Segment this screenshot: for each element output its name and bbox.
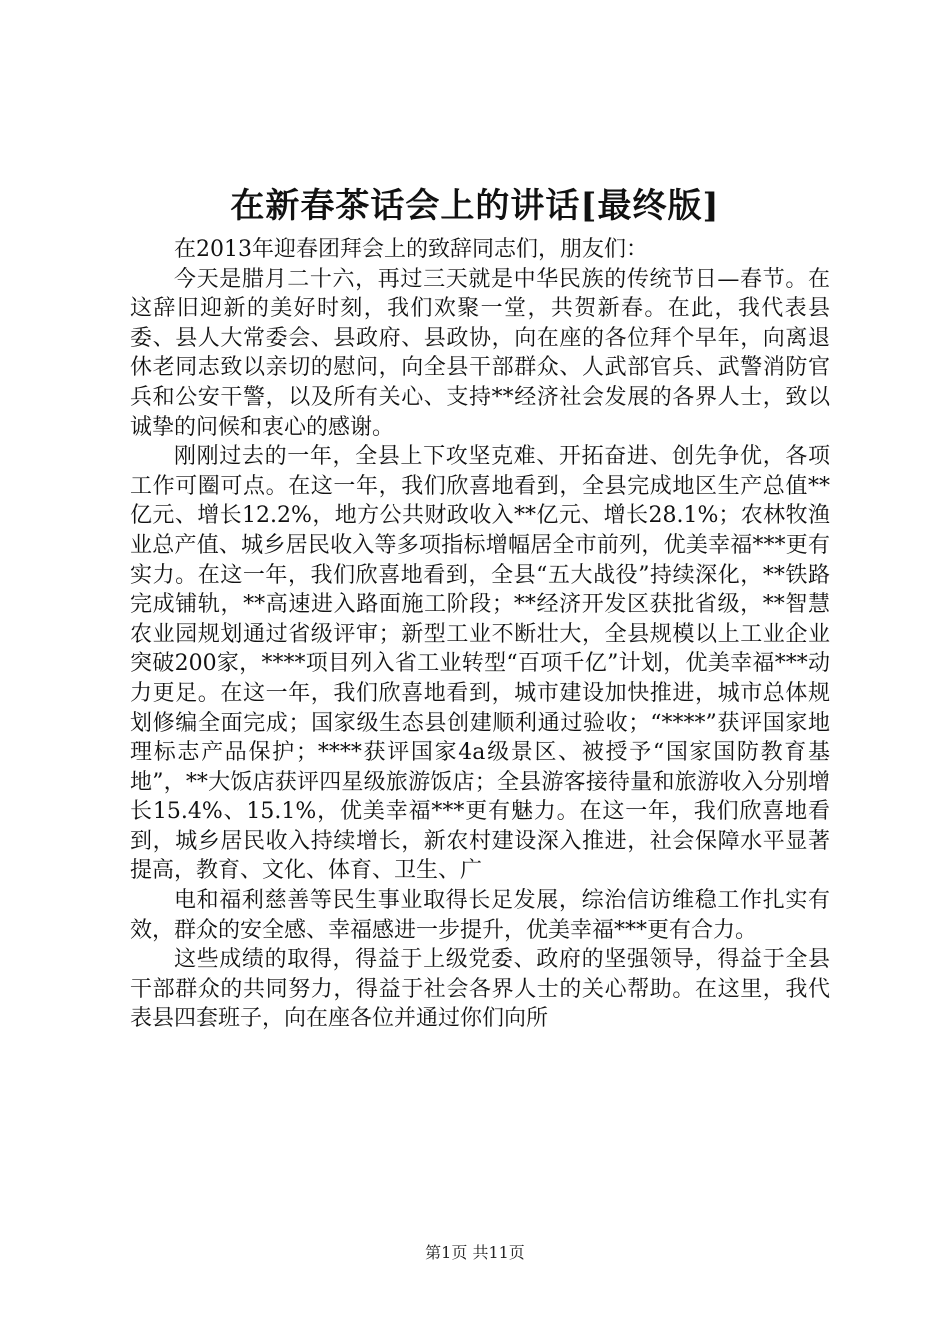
page-number: 第1页 共11页 <box>425 1243 525 1262</box>
paragraph-opening: 今天是腊月二十六，再过三天就是中华民族的传统节日—春节。在这辞旧迎新的美好时刻，我们欢聚一堂，共贺新春。在此，我代表县委、县人大常委会、县政府、县政协，向在座的各位拜个早年，向离退休老同志致以亲切的慰问，向全县干部群众、人武部官兵、武警消防官兵和公安干警，以及所有关心、支持**经济社会发展的各界人士，致以诚挚的问候和衷心的感谢。 <box>130 266 830 440</box>
document-body <box>130 235 830 1034</box>
paragraph-greeting: 在2013年迎春团拜会上的致辞同志们，朋友们： <box>174 237 648 262</box>
paragraph-achievements: 刚刚过去的一年，全县上下攻坚克难、开拓奋进、创先争优，各项工作可圈可点。在这一年，我们欣喜地看到，全县完成地区生产总值**亿元、增长12.2%，地方公共财政收入**亿元、增长28.1%；农林牧渔业总产值、城乡居民收入等多项指标增幅居全市前列，优美幸福***更有实力。在这一年，我们欣喜地看到，全县“五大战役”持续深化，**铁路完成铺轨，**高速进入路面施工阶段；**经济开发区获批省级，**智慧农业园规划通过省级评审；新型工业不断壮大，全县规模以上工业企业突破200家，****项目列入省工业转型“百项千亿”计划，优美幸福***动力更足。在这一年，我们欣喜地看到，城市建设加快推进，城市总体规划修编全面完成；国家级生态县创建顺利通过验收；“****”获评国家地理标志产品保护；****获评国家4a级景区、被授予“国家国防教育基地”，**大饭店获评四星级旅游饭店；全县游客接待量和旅游收入分别增长15.4%、15.1%，优美幸福***更有魅力。在这一年，我们欣喜地看到，城乡居民收入持续增长，新农村建设深入推进，社会保障水平显著提高，教育、文化、体育、卫生、广 <box>130 444 830 884</box>
paragraph-thanks: 这些成绩的取得，得益于上级党委、政府的坚强领导，得益于全县干部群众的共同努力，得益于社会各界人士的关心帮助。在这里，我代表县四套班子，向在座各位并通过你们向所 <box>130 947 830 1032</box>
paragraph-livelihood: 电和福利慈善等民生事业取得长足发展，综治信访维稳工作扎实有效，群众的安全感、幸福感进一步提升，优美幸福***更有合力。 <box>130 888 830 943</box>
document-title: 在新春茶话会上的讲话[最终版] <box>230 186 720 226</box>
